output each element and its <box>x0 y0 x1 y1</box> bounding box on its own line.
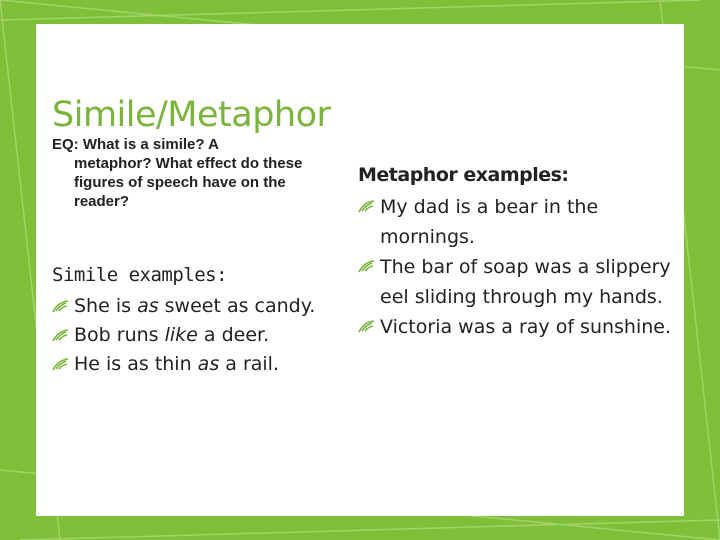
metaphor-item: My dad is a bear in the mornings. <box>358 192 678 252</box>
simile-item: He is as thin as a rail. <box>52 350 372 379</box>
leaf-bullet-icon <box>52 328 69 343</box>
leaf-bullet-icon <box>358 199 375 214</box>
metaphor-item: The bar of soap was a slippery eel sliding through my hands. <box>358 252 678 312</box>
simile-item: She is as sweet as candy. <box>52 292 372 321</box>
leaf-bullet-icon <box>358 259 375 274</box>
essential-question <box>52 135 342 211</box>
leaf-bullet-icon <box>52 357 69 372</box>
simile-examples <box>52 264 372 379</box>
metaphor-heading: Metaphor examples: <box>358 164 569 186</box>
simile-heading: Simile examples: <box>52 264 228 286</box>
leaf-bullet-icon <box>358 319 375 334</box>
eq-line-rest: metaphor? What effect do these figures of speech have on the reader? <box>74 155 303 210</box>
metaphor-examples <box>358 164 678 342</box>
metaphor-item: Victoria was a ray of sunshine. <box>358 312 678 342</box>
eq-line-1: EQ: What is a simile? A <box>52 136 219 153</box>
slide-title: Simile/Metaphor <box>52 95 331 135</box>
simile-item: Bob runs like a deer. <box>52 321 372 350</box>
leaf-bullet-icon <box>52 299 69 314</box>
